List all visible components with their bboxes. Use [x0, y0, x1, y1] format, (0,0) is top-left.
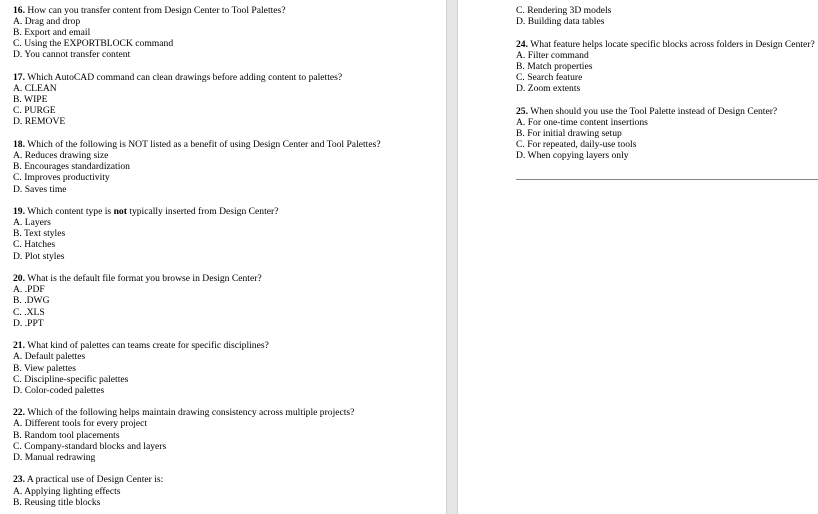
option-d: D. Zoom extents: [516, 83, 581, 95]
option-a: A. .PDF: [13, 284, 45, 296]
question-text: How can you transfer content from Design Center to Tool Palettes?: [27, 5, 286, 16]
option-c: C. PURGE: [13, 105, 56, 117]
question-25: [516, 106, 816, 161]
question-number: 20.: [13, 273, 25, 285]
option-b: B. Text styles: [13, 228, 66, 240]
question-number: 21.: [13, 340, 25, 352]
question-18: [13, 139, 438, 194]
option-c: C. .XLS: [13, 306, 45, 318]
option-c: C. For repeated, daily-use tools: [516, 139, 637, 151]
option-c: C. Rendering 3D models: [516, 5, 612, 16]
option-b: B. Match properties: [516, 60, 593, 72]
option-d: D. REMOVE: [13, 116, 66, 128]
option-a: A. For one-time content insertions: [516, 116, 648, 128]
question-number: 22.: [13, 407, 25, 419]
option-d: D. .PPT: [13, 317, 44, 329]
question-number: 18.: [13, 139, 25, 151]
option-d: D. Manual redrawing: [13, 451, 96, 463]
question-text: Which of the following helps maintain drawing consistency across multiple projects?: [27, 407, 355, 419]
question-24: [516, 39, 816, 94]
option-a: A. Default palettes: [13, 351, 86, 363]
option-d: D. When copying layers only: [516, 150, 629, 162]
question-number: 17.: [13, 72, 25, 84]
question-text: What is the default file format you browse in Design Center?: [27, 273, 262, 285]
question-text: What kind of palettes can teams create for specific disciplines?: [27, 340, 269, 352]
option-a: A. Filter command: [516, 49, 589, 61]
option-d: D. Plot styles: [13, 250, 65, 262]
question-text: Which of the following is NOT listed as a benefit of using Design Center and Tool Palettes?: [27, 139, 381, 151]
question-22: [13, 407, 438, 462]
option-a: A. CLEAN: [13, 83, 57, 95]
question-21: [13, 340, 438, 395]
option-d: D. Color-coded palettes: [13, 384, 105, 396]
question-20: [13, 273, 438, 328]
right-column: [516, 5, 816, 173]
option-a: A. Reduces drawing size: [13, 150, 109, 162]
option-d: D. You cannot transfer content: [13, 49, 131, 61]
option-a: A. Drag and drop: [13, 16, 81, 28]
option-c: C. Discipline-specific palettes: [13, 373, 129, 385]
option-b: B. Reusing title blocks: [13, 496, 101, 508]
option-c: C. Using the EXPORTBLOCK command: [13, 38, 174, 50]
option-b: B. .DWG: [13, 295, 50, 307]
left-column: [13, 5, 438, 514]
question-number: 25.: [516, 105, 528, 117]
option-a: A. Layers: [13, 217, 51, 229]
option-d: D. Saves time: [13, 183, 67, 195]
option-c: C. Improves productivity: [13, 172, 110, 184]
right-page: [458, 0, 818, 514]
question-text: A practical use of Design Center is:: [26, 474, 164, 486]
option-b: B. Encourages standardization: [13, 161, 130, 173]
option-b: B. Export and email: [13, 27, 91, 39]
option-b: B. View palettes: [13, 362, 76, 374]
option-d: D. Building data tables: [516, 16, 605, 28]
question-23: [13, 474, 438, 507]
option-a: A. Different tools for every project: [13, 418, 148, 430]
option-b: B. Random tool placements: [13, 429, 120, 441]
question-text: What feature helps locate specific blocks across folders in Design Center?: [530, 38, 815, 50]
question-17: [13, 72, 438, 127]
question-text: Which AutoCAD command can clean drawings before adding content to palettes?: [27, 72, 343, 84]
question-number: 16.: [13, 5, 25, 16]
option-b: B. For initial drawing setup: [516, 128, 622, 140]
question-text: [27, 206, 278, 217]
option-c: C. Hatches: [13, 239, 56, 251]
option-b: B. WIPE: [13, 94, 48, 106]
horizontal-rule: [516, 179, 818, 180]
question-text-start: Which content type is: [27, 206, 114, 218]
option-c: C. Company-standard blocks and layers: [13, 440, 167, 452]
page-gutter: [446, 0, 458, 514]
question-text-emphasis: not: [113, 206, 127, 218]
option-c: C. Search feature: [516, 72, 583, 84]
question-number: 24.: [516, 38, 528, 50]
question-number: 19.: [13, 206, 25, 218]
question-number: 23.: [13, 474, 25, 486]
question-text: When should you use the Tool Palette instead of Design Center?: [530, 105, 778, 117]
option-a: A. Applying lighting effects: [13, 485, 121, 497]
question-text-end: typically inserted from Design Center?: [126, 206, 279, 218]
question-19: [13, 206, 438, 261]
question-16: [13, 5, 438, 60]
question-23-continued: [516, 5, 816, 27]
